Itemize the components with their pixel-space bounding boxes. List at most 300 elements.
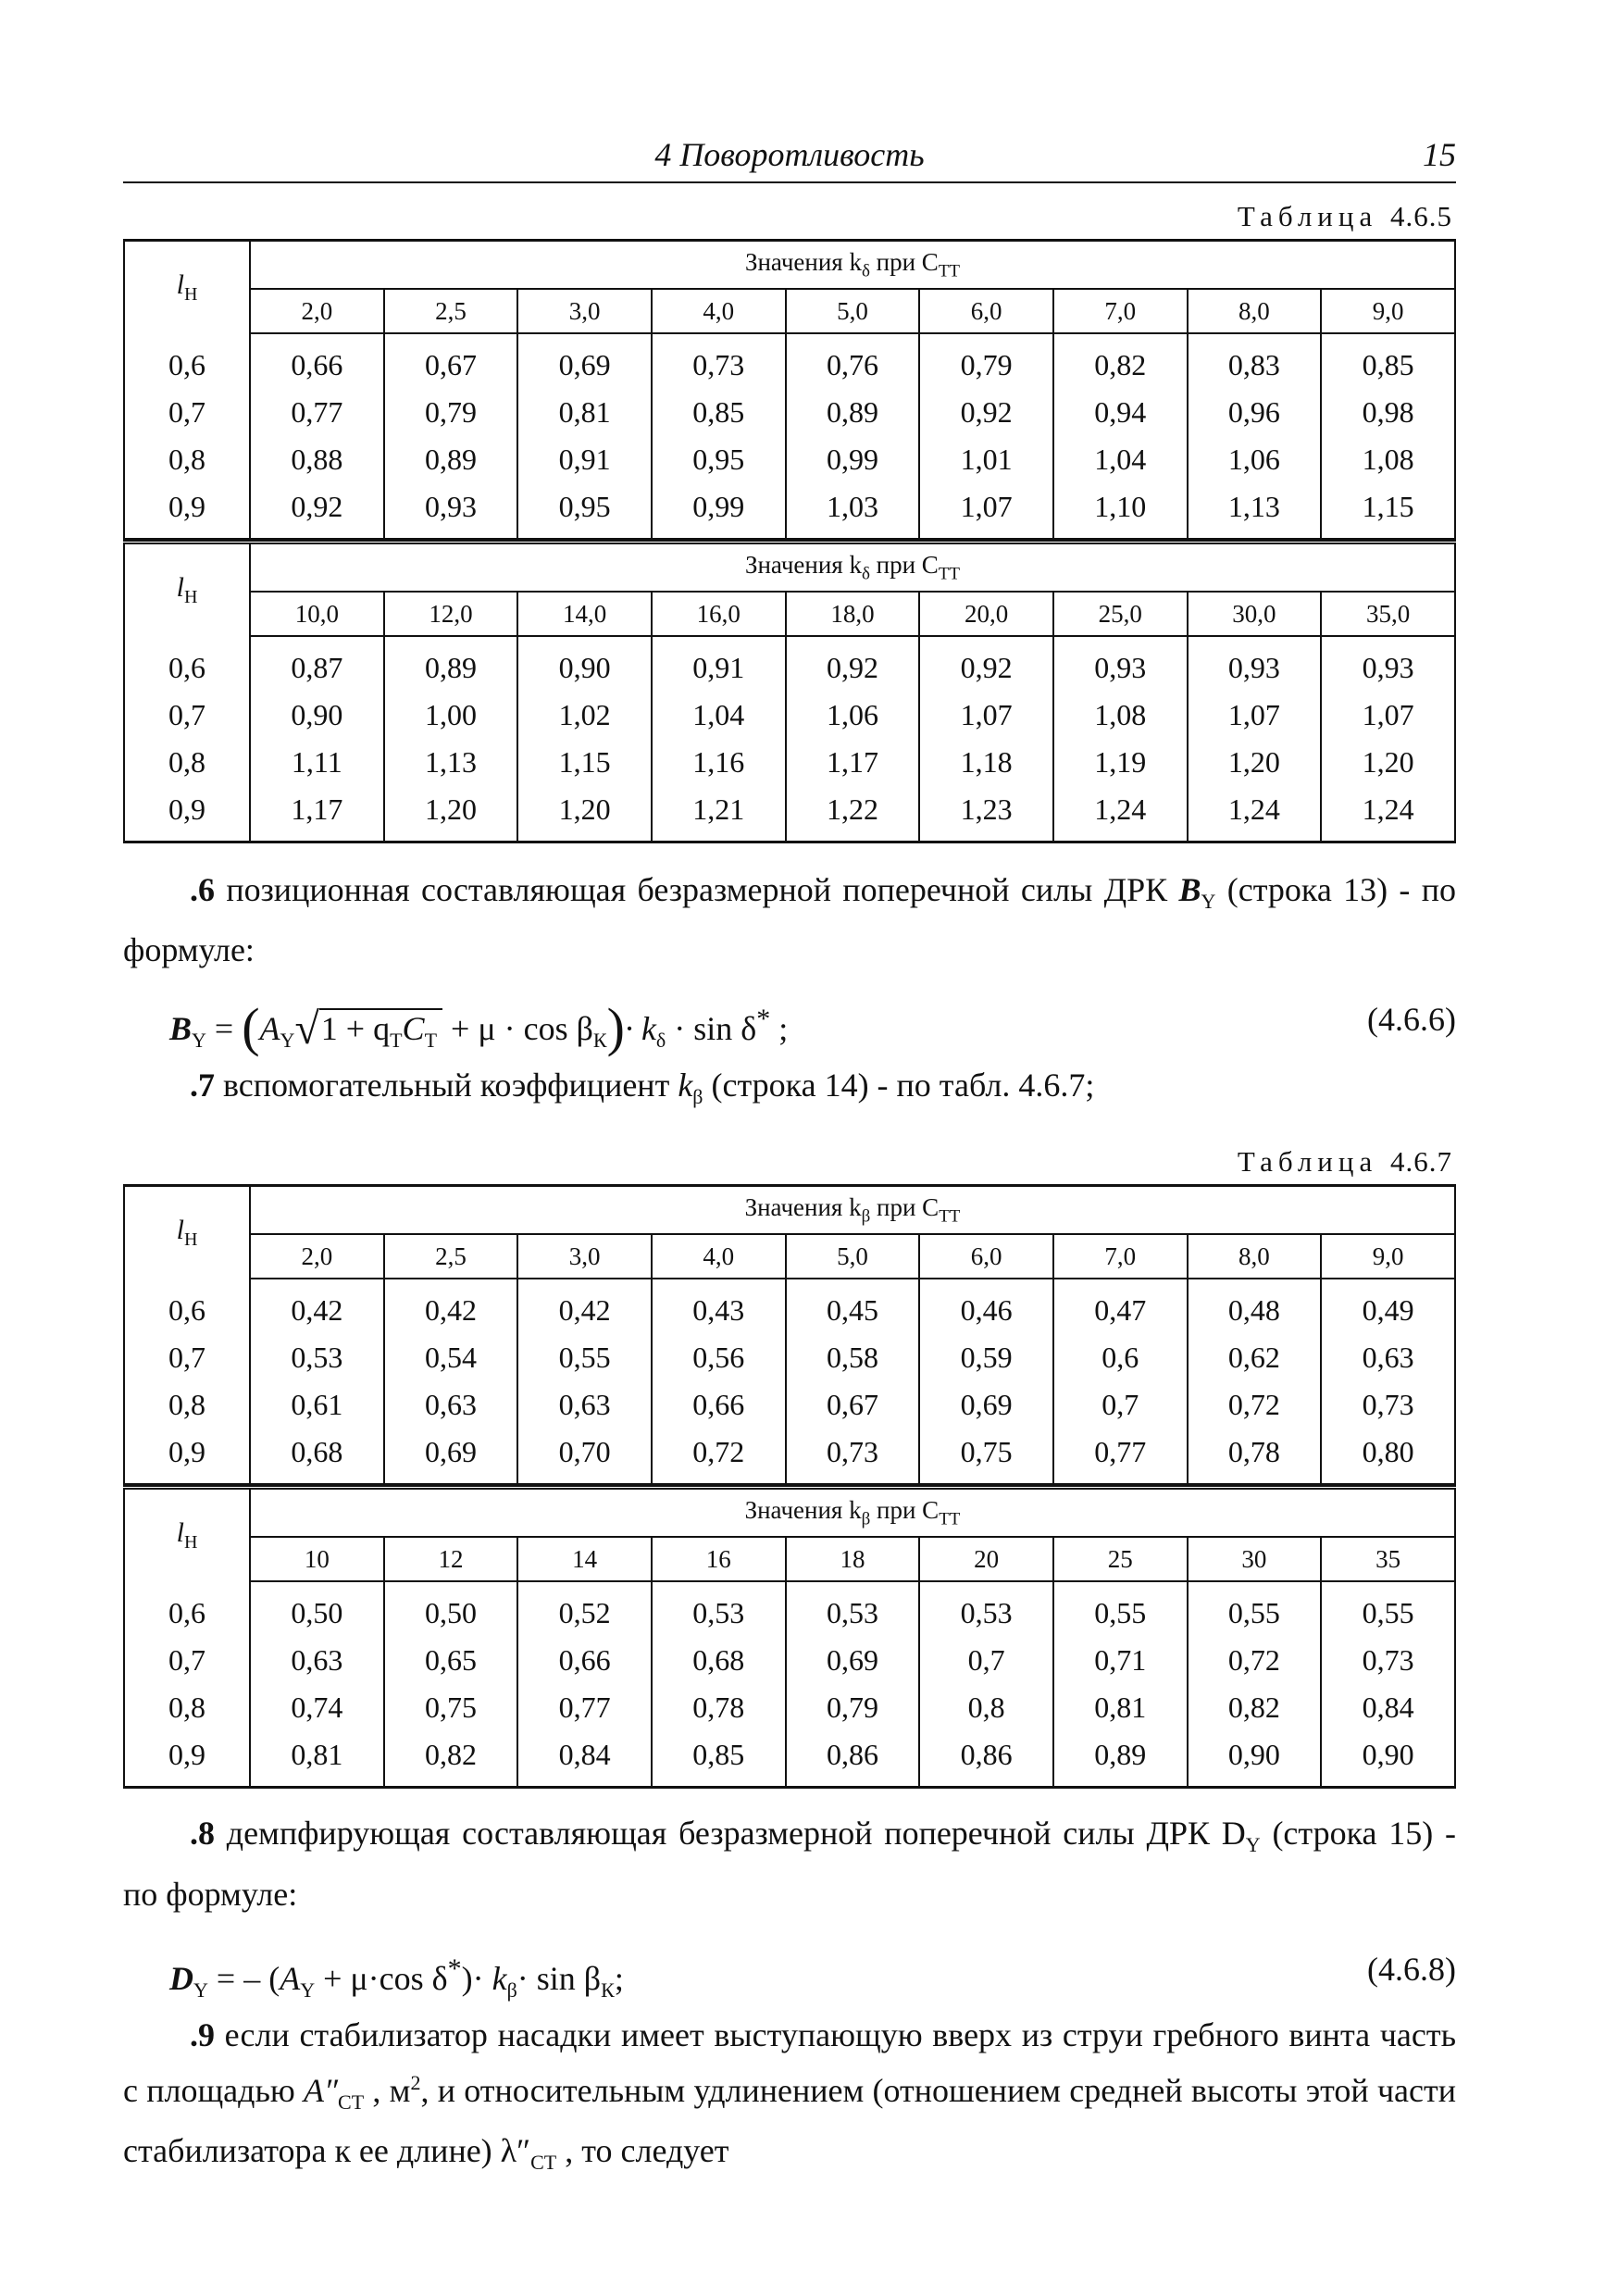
table-cell: 1,22 [786, 786, 920, 842]
symbol: B [1178, 871, 1201, 908]
column-header: 4,0 [652, 289, 786, 333]
table-cell: 0,50 [384, 1581, 518, 1637]
table-cell: 1,00 [384, 692, 518, 739]
table-cell: 0,73 [1321, 1381, 1455, 1429]
caption-tail-sub: ТТ [939, 1509, 961, 1529]
table-cell: 0,79 [919, 333, 1053, 389]
table-cell: 0,76 [786, 333, 920, 389]
table-word: Таблица [1237, 200, 1378, 232]
table-cell: 0,90 [1321, 1731, 1455, 1788]
table-cell: 1,24 [1321, 786, 1455, 842]
formula-lhs-sub: Y [193, 1978, 208, 2002]
table-cell: 0,84 [517, 1731, 652, 1788]
column-header: 16,0 [652, 592, 786, 636]
formula-a: A [280, 1959, 301, 1997]
table-cell: 0,82 [1053, 333, 1188, 389]
table-row [124, 1279, 1455, 1334]
table-cell: 0,50 [250, 1581, 384, 1637]
table-cell: 0,89 [384, 636, 518, 692]
table-cell: 0,75 [919, 1429, 1053, 1484]
table-cell: 1,06 [786, 692, 920, 739]
table-row [124, 1684, 1455, 1731]
column-header: 2,5 [384, 1234, 518, 1279]
caption-tail: при C [870, 1496, 940, 1525]
table-cell: 1,08 [1053, 692, 1188, 739]
beta-sub: К [592, 1029, 607, 1053]
formula-part: + μ·cos δ [315, 1959, 448, 1997]
table-cell: 0,92 [919, 636, 1053, 692]
column-header: 3,0 [517, 1234, 652, 1279]
table-row [124, 636, 1455, 692]
table-cell: 0,77 [1053, 1429, 1188, 1484]
table-cell: 0,7 [919, 1637, 1053, 1684]
column-header-row [124, 1537, 1455, 1581]
caption-tail-sub: ТТ [938, 564, 961, 584]
star-sup: * [447, 1953, 462, 1984]
row-header-symbol: l [176, 269, 184, 300]
symbol-subscript: β [692, 1085, 703, 1109]
paragraph-6 [123, 866, 1456, 974]
formula-a: A [259, 1010, 280, 1048]
column-header: 9,0 [1321, 289, 1455, 333]
column-header-row [124, 289, 1455, 333]
table-cell: 1,11 [250, 739, 384, 786]
column-header: 25,0 [1053, 592, 1188, 636]
table-4-6-7-label [123, 1145, 1452, 1179]
row-label: 0,9 [124, 786, 250, 842]
table-cell: 0,92 [919, 389, 1053, 436]
column-header: 18 [786, 1537, 920, 1581]
table-cell: 1,07 [1188, 692, 1322, 739]
table-4-6-5-label [123, 200, 1452, 233]
table-cell: 1,17 [786, 739, 920, 786]
table-4-6-5 [123, 239, 1456, 843]
table-cell: 0,81 [250, 1731, 384, 1788]
table-cell: 1,07 [919, 692, 1053, 739]
equals: = [205, 1010, 243, 1048]
table-cell: 0,69 [517, 333, 652, 389]
table-cell: 0,89 [786, 389, 920, 436]
column-header: 3,0 [517, 289, 652, 333]
column-header: 25 [1053, 1537, 1188, 1581]
caption-tail: при C [870, 1193, 940, 1222]
table-cell: 0,73 [652, 333, 786, 389]
table-cell: 0,78 [1188, 1429, 1322, 1484]
table-row [124, 1334, 1455, 1381]
table-cell: 0,83 [1188, 333, 1322, 389]
table-cell: 0,88 [250, 436, 384, 483]
formula-4-6-8 [169, 1937, 1456, 2002]
equation-number: (4.6.8) [1367, 1950, 1456, 1988]
caption-tail-sub: ТТ [938, 261, 961, 281]
table-cell: 0,7 [1053, 1381, 1188, 1429]
sqrt-term: 1 + q [320, 1010, 391, 1048]
column-header: 12 [384, 1537, 518, 1581]
table-cell: 0,62 [1188, 1334, 1322, 1381]
k-factor: k [492, 1959, 507, 1997]
column-header-row [124, 592, 1455, 636]
table-cell: 0,91 [517, 436, 652, 483]
area-symbol: A″ [304, 2071, 339, 2109]
page [123, 130, 1456, 2187]
table-cell: 0,74 [250, 1684, 384, 1731]
paragraph-9 [123, 2011, 1456, 2187]
column-header: 4,0 [652, 1234, 786, 1279]
table-cell: 1,13 [1188, 483, 1322, 539]
row-header-sub: Н [183, 1532, 198, 1554]
table-cell: 0,75 [384, 1684, 518, 1731]
column-header: 14,0 [517, 592, 652, 636]
table-cell: 1,02 [517, 692, 652, 739]
table-cell: 0,93 [1321, 636, 1455, 692]
table-cell: 0,63 [517, 1381, 652, 1429]
symbol: k [678, 1067, 693, 1104]
table-cell: 0,81 [1053, 1684, 1188, 1731]
symbol-subscript: Y [1201, 890, 1216, 914]
row-label: 0,8 [124, 739, 250, 786]
table-cell: 0,61 [250, 1381, 384, 1429]
row-label: 0,9 [124, 1429, 250, 1484]
table-cell: 0,84 [1321, 1684, 1455, 1731]
table-cell: 1,20 [1321, 739, 1455, 786]
table-cell: 0,67 [384, 333, 518, 389]
table-cell: 0,90 [517, 636, 652, 692]
sqrt-body [319, 1008, 442, 1053]
column-header: 20,0 [919, 592, 1053, 636]
table-cell: 0,42 [517, 1279, 652, 1334]
table-cell: 1,06 [1188, 436, 1322, 483]
table-cell: 0,92 [250, 483, 384, 539]
table-row [124, 739, 1455, 786]
row-header [124, 1488, 250, 1582]
table-cell: 0,85 [652, 389, 786, 436]
table-row [124, 333, 1455, 389]
table-cell: 0,81 [517, 389, 652, 436]
table-cell: 0,70 [517, 1429, 652, 1484]
table-cell: 0,68 [250, 1429, 384, 1484]
table-row [124, 786, 1455, 842]
page-number: 15 [1423, 136, 1456, 173]
row-label: 0,6 [124, 636, 250, 692]
table-row [124, 1581, 1455, 1637]
table-cell: 0,99 [786, 436, 920, 483]
column-header: 30,0 [1188, 592, 1322, 636]
table-cell: 1,20 [517, 786, 652, 842]
table-cell: 0,86 [919, 1731, 1053, 1788]
row-header-sub: Н [183, 1229, 198, 1251]
table-cell: 0,53 [652, 1581, 786, 1637]
table-cell: 1,07 [919, 483, 1053, 539]
table-cell: 0,79 [786, 1684, 920, 1731]
table-cell: 1,08 [1321, 436, 1455, 483]
table-cell: 0,94 [1053, 389, 1188, 436]
column-header: 5,0 [786, 289, 920, 333]
table-cell: 0,53 [786, 1581, 920, 1637]
table-cell: 0,79 [384, 389, 518, 436]
item-number: .6 [190, 871, 215, 908]
table-cell: 0,86 [786, 1731, 920, 1788]
column-header: 10 [250, 1537, 384, 1581]
column-header: 12,0 [384, 592, 518, 636]
table-cell: 0,73 [1321, 1637, 1455, 1684]
formula-lhs: D [169, 1959, 193, 1997]
row-header-symbol: l [176, 1215, 184, 1246]
row-header-symbol: l [176, 572, 184, 603]
paragraph-7 [123, 1061, 1456, 1121]
symbol-subscript: Y [1245, 1833, 1261, 1857]
row-label: 0,8 [124, 1381, 250, 1429]
table-cell: 1,03 [786, 483, 920, 539]
row-header-symbol: l [176, 1517, 184, 1549]
row-label: 0,6 [124, 1279, 250, 1334]
row-header [124, 543, 250, 637]
table-cell: 0,55 [1321, 1581, 1455, 1637]
table-cell: 1,24 [1188, 786, 1322, 842]
table-cell: 0,95 [517, 483, 652, 539]
table-cell: 1,13 [384, 739, 518, 786]
paragraph-text: демпфирующая составляющая безразмерной поперечной силы ДРК D [215, 1815, 1246, 1853]
caption-tail-sub: ТТ [939, 1206, 961, 1227]
formula-end: ; [614, 1959, 624, 1997]
column-header: 20 [919, 1537, 1053, 1581]
table-cell: 1,04 [652, 692, 786, 739]
table-cell: 0,77 [517, 1684, 652, 1731]
column-header: 35 [1321, 1537, 1455, 1581]
table-cell: 0,90 [250, 692, 384, 739]
table-cell: 1,20 [1188, 739, 1322, 786]
table-cell: 0,96 [1188, 389, 1322, 436]
lambda-sub: СТ [530, 2150, 557, 2174]
table-cell: 0,65 [384, 1637, 518, 1684]
table-cell: 0,68 [652, 1637, 786, 1684]
paragraph-text: позиционная составляющая безразмерной поперечной силы ДРК [215, 871, 1179, 908]
table-cell: 1,24 [1053, 786, 1188, 842]
table-cell: 0,53 [919, 1581, 1053, 1637]
row-label: 0,7 [124, 1334, 250, 1381]
table-cell: 0,6 [1053, 1334, 1188, 1381]
table-cell: 1,23 [919, 786, 1053, 842]
column-header: 2,0 [250, 1234, 384, 1279]
table-cell: 1,04 [1053, 436, 1188, 483]
table-cell: 0,55 [1188, 1581, 1322, 1637]
star-sup: * [756, 1004, 771, 1035]
table-cell: 0,59 [919, 1334, 1053, 1381]
table-cell: 0,66 [250, 333, 384, 389]
caption-tail: при C [869, 247, 939, 276]
formula-a-sub: Y [300, 1978, 316, 2002]
paren-close: ) [606, 997, 625, 1058]
column-header: 16 [652, 1537, 786, 1581]
item-number: .9 [190, 2015, 215, 2053]
table-cell: 0,91 [652, 636, 786, 692]
column-header: 2,5 [384, 289, 518, 333]
table-cell: 0,99 [652, 483, 786, 539]
paragraph-tail: (строка 15) - по формуле: [123, 1815, 1456, 1913]
table-row [124, 483, 1455, 539]
row-label: 0,9 [124, 483, 250, 539]
table-cell: 0,52 [517, 1581, 652, 1637]
block-caption [250, 241, 1455, 290]
column-header: 2,0 [250, 289, 384, 333]
table-cell: 0,58 [786, 1334, 920, 1381]
row-label: 0,6 [124, 333, 250, 389]
table-cell: 0,66 [517, 1637, 652, 1684]
radical-sign: √ [294, 1004, 319, 1054]
table-row [124, 436, 1455, 483]
row-label: 0,9 [124, 1731, 250, 1788]
formula-end: ; [770, 1010, 789, 1048]
table-row [124, 1637, 1455, 1684]
column-header: 18,0 [786, 592, 920, 636]
row-label: 0,7 [124, 1637, 250, 1684]
caption-sub: δ [861, 261, 870, 281]
table-cell: 0,53 [250, 1334, 384, 1381]
caption-sub: β [861, 1206, 871, 1227]
table-cell: 0,73 [786, 1429, 920, 1484]
table-cell: 0,66 [652, 1381, 786, 1429]
m-sup: 2 [410, 2070, 421, 2094]
table-cell: 0,95 [652, 436, 786, 483]
formula-lhs: B [169, 1010, 193, 1048]
table-cell: 0,42 [250, 1279, 384, 1334]
table-cell: 0,67 [786, 1381, 920, 1429]
table-cell: 0,69 [384, 1429, 518, 1484]
table-number: 4.6.7 [1390, 1145, 1452, 1179]
table-cell: 1,20 [384, 786, 518, 842]
header-row [124, 543, 1455, 593]
table-cell: 0,93 [384, 483, 518, 539]
column-header: 5,0 [786, 1234, 920, 1279]
row-header [124, 1186, 250, 1279]
table-cell: 0,89 [384, 436, 518, 483]
block-caption [250, 1488, 1455, 1538]
table-row [124, 1731, 1455, 1788]
formula-lhs-sub: Y [192, 1029, 206, 1053]
column-header: 14 [517, 1537, 652, 1581]
table-cell: 0,82 [384, 1731, 518, 1788]
paragraph-tail: (строка 14) - по табл. 4.6.7; [703, 1067, 1095, 1104]
row-header-sub: Н [183, 587, 198, 607]
table-cell: 0,47 [1053, 1279, 1188, 1334]
table-cell: 0,42 [384, 1279, 518, 1334]
row-label: 0,6 [124, 1581, 250, 1637]
block-caption [250, 543, 1455, 593]
paragraph-text: , и относительным удлинением (отношением средней высоты этой части стабилизатора к ее длине) [123, 2071, 1457, 2169]
table-4-6-7 [123, 1184, 1456, 1789]
table-cell: 0,85 [652, 1731, 786, 1788]
block-caption [250, 1186, 1455, 1235]
table-row [124, 692, 1455, 739]
table-cell: 0,87 [250, 636, 384, 692]
table-cell: 0,48 [1188, 1279, 1322, 1334]
row-label: 0,8 [124, 436, 250, 483]
table-word: Таблица [1237, 1145, 1378, 1179]
table-cell: 0,63 [384, 1381, 518, 1429]
table-cell: 0,78 [652, 1684, 786, 1731]
caption-text: Значения k [744, 247, 862, 276]
header-row [124, 241, 1455, 290]
column-header: 35,0 [1321, 592, 1455, 636]
table-cell: 0,72 [1188, 1381, 1322, 1429]
table-cell: 0,98 [1321, 389, 1455, 436]
row-label: 0,8 [124, 1684, 250, 1731]
table-cell: 0,85 [1321, 333, 1455, 389]
table-cell: 0,55 [1053, 1581, 1188, 1637]
table-cell: 1,16 [652, 739, 786, 786]
header-row [124, 1186, 1455, 1235]
paragraph-text: , м [364, 2071, 411, 2109]
q-sub: Т [390, 1029, 403, 1053]
paragraph-text: вспомогательный коэффициент [215, 1067, 678, 1104]
row-label: 0,7 [124, 389, 250, 436]
lambda-symbol: λ″ [500, 2131, 531, 2169]
formula-4-6-6 [169, 987, 1456, 1058]
paragraph-text: , то следует [556, 2131, 729, 2169]
caption-text: Значения k [744, 1496, 862, 1525]
formula-part: · sin β [517, 1959, 602, 1997]
header-row [124, 1488, 1455, 1538]
area-sub: СТ [338, 2090, 365, 2114]
table-row [124, 1429, 1455, 1484]
caption-text: Значения k [744, 1193, 862, 1222]
item-number: .7 [190, 1067, 215, 1104]
formula-mid: + μ · cos β [442, 1010, 593, 1048]
caption-sub: δ [861, 564, 870, 584]
table-cell: 0,89 [1053, 1731, 1188, 1788]
column-header: 6,0 [919, 289, 1053, 333]
table-cell: 1,17 [250, 786, 384, 842]
c-sub: Т [424, 1029, 438, 1053]
row-header [124, 241, 250, 334]
table-cell: 0,90 [1188, 1731, 1322, 1788]
table-number: 4.6.5 [1390, 200, 1452, 232]
running-head [123, 130, 1456, 183]
paragraph-tail: (строка 13) - по формуле: [123, 871, 1457, 969]
row-label: 0,7 [124, 692, 250, 739]
table-cell: 1,10 [1053, 483, 1188, 539]
table-cell: 0,77 [250, 389, 384, 436]
column-header: 8,0 [1188, 289, 1322, 333]
beta-sub: К [601, 1978, 615, 2002]
column-header: 7,0 [1053, 1234, 1188, 1279]
k-factor: · k [624, 1010, 656, 1048]
table-cell: 1,01 [919, 436, 1053, 483]
table-cell: 0,69 [919, 1381, 1053, 1429]
paren-open: ( [242, 997, 260, 1058]
table-row [124, 1381, 1455, 1429]
equation-number: (4.6.6) [1367, 1001, 1456, 1039]
caption-text: Значения k [744, 550, 862, 579]
paragraph-8 [123, 1809, 1456, 1917]
formula-part: )· [461, 1959, 492, 1997]
table-row [124, 389, 1455, 436]
row-header-sub: Н [183, 284, 198, 305]
table-cell: 0,63 [1321, 1334, 1455, 1381]
caption-sub: β [861, 1509, 871, 1529]
table-cell: 1,18 [919, 739, 1053, 786]
table-cell: 0,55 [517, 1334, 652, 1381]
table-cell: 0,69 [786, 1637, 920, 1684]
column-header-row [124, 1234, 1455, 1279]
k-sub: β [506, 1978, 517, 2002]
table-cell: 0,72 [1188, 1637, 1322, 1684]
table-cell: 0,45 [786, 1279, 920, 1334]
table-cell: 0,82 [1188, 1684, 1322, 1731]
column-header: 10,0 [250, 592, 384, 636]
column-header: 7,0 [1053, 289, 1188, 333]
formula-part: = – ( [207, 1959, 280, 1997]
column-header: 8,0 [1188, 1234, 1322, 1279]
